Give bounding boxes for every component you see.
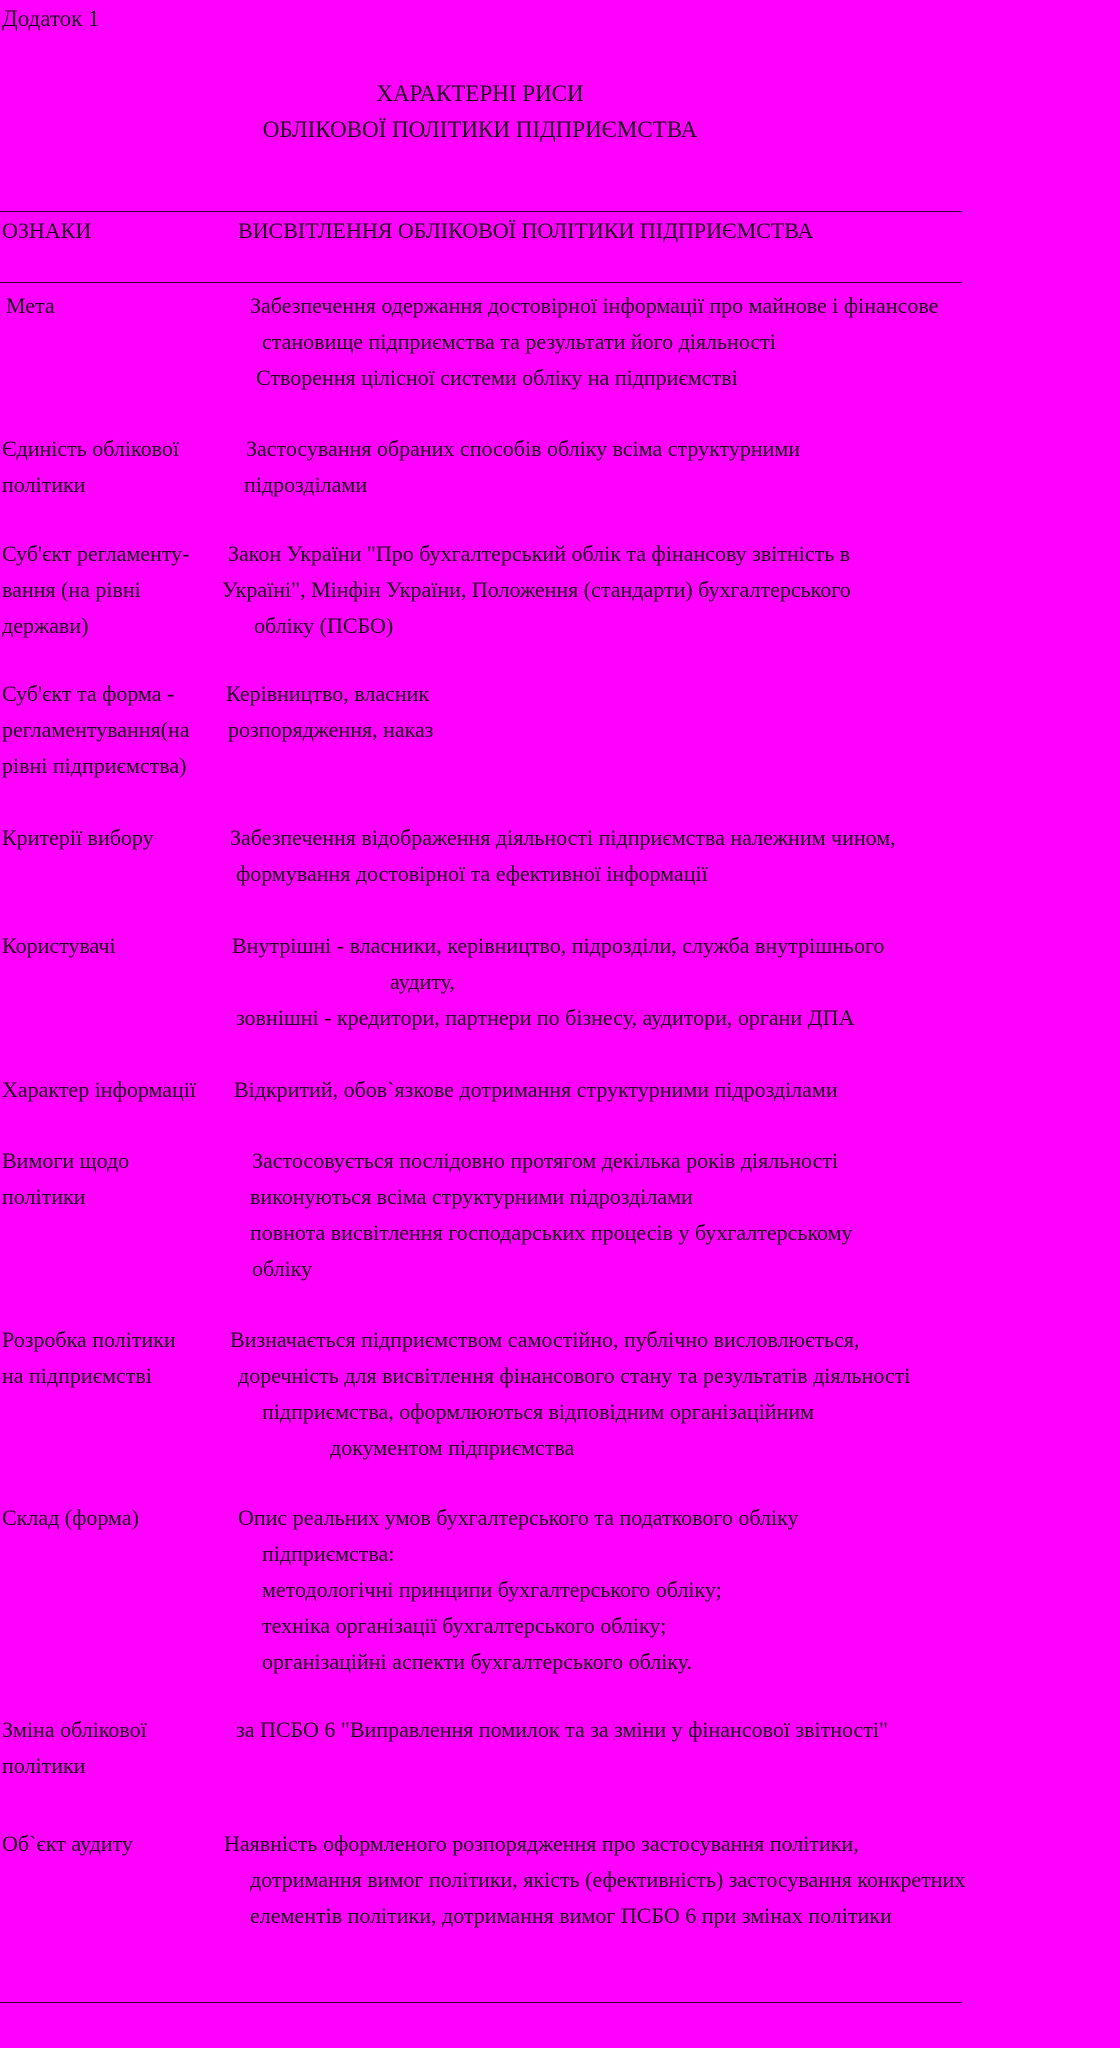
row-line: Внутрішні - власники, керівництво, підрозділи, служба внутрішнього — [232, 933, 885, 958]
row-line: методологічні принципи бухгалтерського обліку; — [262, 1577, 722, 1602]
row-line: аудиту, — [390, 969, 455, 994]
row-line: Застосовується послідовно протягом декілька років діяльності — [252, 1148, 839, 1173]
title-line-1: ХАРАКТЕРНІ РИСИ — [376, 81, 584, 106]
row-line: виконуються всіма структурними підрозділами — [250, 1184, 693, 1209]
row-description — [0, 820, 896, 892]
row-line: підрозділами — [244, 472, 368, 497]
header-col-features: ОЗНАКИ — [2, 218, 92, 243]
row-line: Забезпечення відображення діяльності підприємства належним чином, — [230, 825, 896, 850]
row-line: Керівництво, власник — [226, 681, 430, 706]
header-col-description: ВИСВІТЛЕННЯ ОБЛІКОВОЇ ПОЛІТИКИ ПІДПРИЄМСТВА — [238, 218, 814, 243]
appendix-label: Додаток 1 — [2, 6, 100, 31]
row-label: Вимоги щодо політики — [2, 1148, 130, 1209]
row-label: Суб'єкт та форма - регламентування(на рівні підприємства) — [2, 681, 190, 778]
row-line: Визначається підприємством самостійно, публічно висловлюється, — [230, 1327, 860, 1352]
row-description — [0, 1500, 800, 1680]
row-label: Зміна облікової політики — [2, 1717, 147, 1778]
row-description — [0, 1072, 838, 1108]
row-line: документом підприємства — [330, 1435, 575, 1460]
row-line: Закон України "Про бухгалтерський облік та фінансову звітність в — [228, 541, 851, 566]
row-line: Україні", Мінфін України, Положення (стандарти) бухгалтерського — [222, 577, 851, 602]
table-bottom-rule — [0, 2002, 962, 2003]
row-line: повнота висвітлення господарських процесів у бухгалтерському — [250, 1220, 853, 1245]
row-line: організаційні аспекти бухгалтерського обліку. — [262, 1649, 692, 1674]
row-label: Характер інформації — [2, 1077, 197, 1102]
document-title — [0, 76, 960, 148]
row-line: Створення цілісної системи обліку на підприємстві — [256, 365, 738, 390]
row-line: за ПСБО 6 "Виправлення помилок та за зміни у фінансової звітності" — [236, 1717, 889, 1742]
row-line: елементів політики, дотримання вимог ПСБО 6 при змінах політики — [250, 1903, 892, 1928]
row-description — [0, 431, 800, 503]
title-line-2: ОБЛІКОВОЇ ПОЛІТИКИ ПІДПРИЄМСТВА — [262, 117, 698, 142]
row-label: Об`єкт аудиту — [2, 1831, 133, 1856]
row-label: Розробка політики на підприємстві — [2, 1327, 176, 1388]
row-line: обліку (ПСБО) — [254, 613, 394, 638]
row-description — [0, 1143, 853, 1287]
row-line: підприємства: — [262, 1541, 395, 1566]
header-top-rule — [0, 211, 962, 212]
row-description — [0, 1826, 966, 1934]
row-line: Опис реальних умов бухгалтерського та податкового обліку — [238, 1505, 799, 1530]
row-label: Мета — [6, 293, 55, 318]
row-label: Критерії вибору — [2, 825, 154, 850]
row-label: Суб'єкт регламенту- вання (на рівні держави) — [2, 541, 190, 638]
row-label: Склад (форма) — [2, 1505, 139, 1530]
row-label: Єдиність облікової політики — [2, 436, 179, 497]
row-line: доречність для висвітлення фінансового стану та результатів діяльності — [238, 1363, 911, 1388]
row-description — [0, 288, 939, 396]
row-description — [0, 1322, 911, 1466]
row-line: становище підприємства та результати його діяльності — [262, 329, 776, 354]
row-line: Наявність оформленого розпорядження про застосування політики, — [224, 1831, 859, 1856]
row-line: підприємства, оформлюються відповідним організаційним — [262, 1399, 815, 1424]
row-line: розпорядження, наказ — [228, 717, 434, 742]
header-bottom-rule — [0, 282, 962, 283]
row-description — [0, 536, 851, 644]
row-line: формування достовірної та ефективної інформації — [236, 861, 708, 886]
row-line: зовнішні - кредитори, партнери по бізнесу, аудитори, органи ДПА — [236, 1005, 855, 1030]
row-line: Відкритий, обов`язкове дотримання структурними підрозділами — [234, 1077, 838, 1102]
row-label: Користувачі — [2, 933, 116, 958]
row-description — [0, 928, 885, 1036]
row-line: дотримання вимог політики, якість (ефективність) застосування конкретних — [250, 1867, 966, 1892]
row-line: Застосування обраних способів обліку всіма структурними — [246, 436, 801, 461]
row-description — [0, 676, 800, 748]
row-line: обліку — [252, 1256, 313, 1281]
row-line: Забезпечення одержання достовірної інформації про майнове і фінансове — [250, 293, 939, 318]
row-description — [0, 1712, 889, 1748]
row-line: техніка організації бухгалтерського обліку; — [262, 1613, 667, 1638]
